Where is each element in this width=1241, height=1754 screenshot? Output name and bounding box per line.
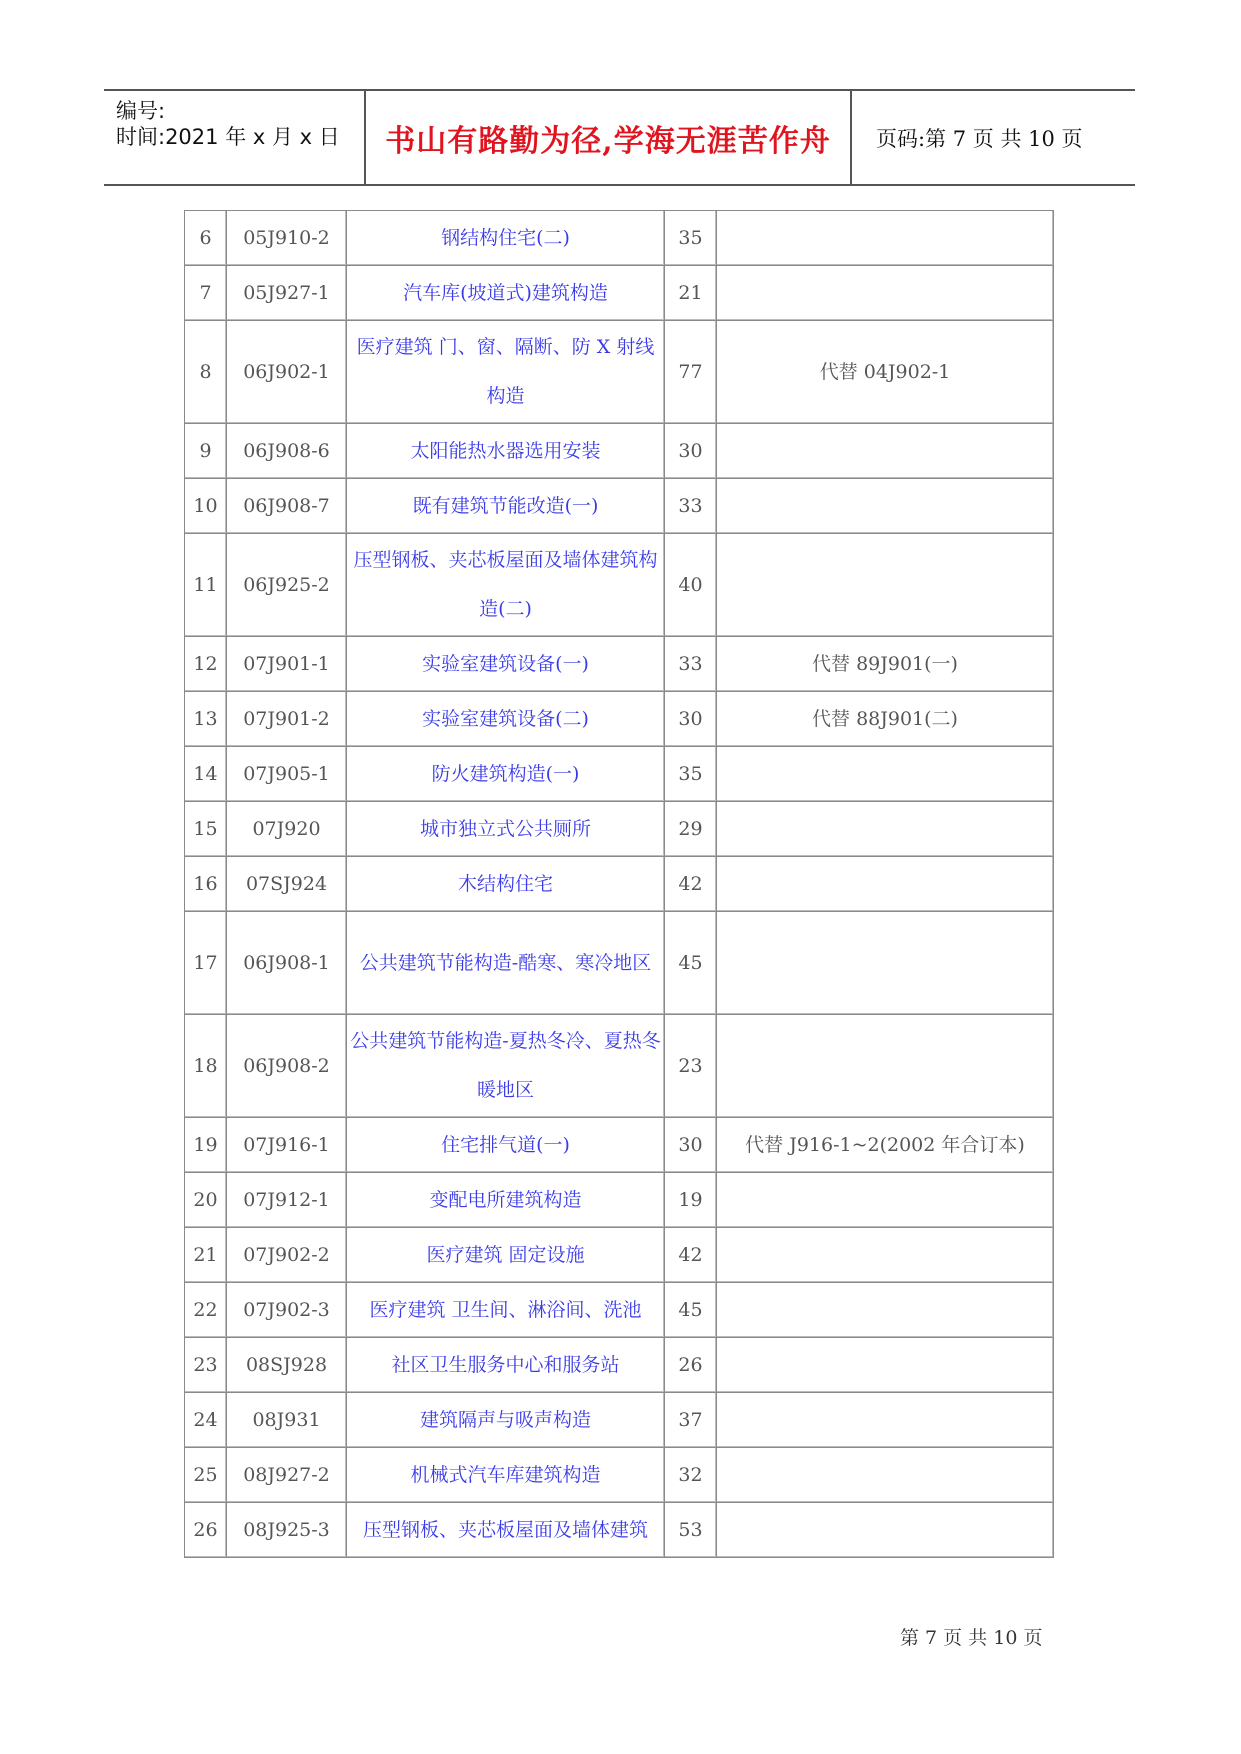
table-row [185, 857, 1054, 912]
atlas-table-body [185, 211, 1054, 1558]
row-number-cell: 17 [185, 912, 227, 1015]
page-count-cell: 42 [665, 857, 717, 912]
page-count-cell: 19 [665, 1173, 717, 1228]
table-row [185, 747, 1054, 802]
table-row [185, 1118, 1054, 1173]
table-row [185, 266, 1054, 321]
page-count-cell: 29 [665, 802, 717, 857]
header-meta [104, 91, 364, 184]
header-page-label: 页码:第 7 页 共 10 页 [876, 126, 1083, 151]
atlas-code-cell: 07J920 [227, 802, 347, 857]
atlas-code-cell: 08J927-2 [227, 1448, 347, 1503]
note-cell [717, 1015, 1054, 1118]
row-number-cell: 9 [185, 424, 227, 479]
note-cell [717, 1503, 1054, 1558]
atlas-title-cell: 木结构住宅 [347, 857, 665, 912]
atlas-title-cell: 医疗建筑 卫生间、淋浴间、洗池 [347, 1283, 665, 1338]
atlas-title-cell: 防火建筑构造(一) [347, 747, 665, 802]
atlas-code-cell: 06J925-2 [227, 534, 347, 637]
note-cell [717, 266, 1054, 321]
page-count-cell: 35 [665, 747, 717, 802]
page-count-cell: 77 [665, 321, 717, 424]
note-cell [717, 1173, 1054, 1228]
row-number-cell: 8 [185, 321, 227, 424]
page-count-cell: 33 [665, 479, 717, 534]
table-row [185, 1393, 1054, 1448]
atlas-title-cell: 既有建筑节能改造(一) [347, 479, 665, 534]
row-number-cell: 6 [185, 211, 227, 266]
atlas-title-cell: 医疗建筑 固定设施 [347, 1228, 665, 1283]
atlas-code-cell: 06J908-2 [227, 1015, 347, 1118]
atlas-code-cell: 06J902-1 [227, 321, 347, 424]
table-row [185, 479, 1054, 534]
atlas-title-cell: 钢结构住宅(二) [347, 211, 665, 266]
row-number-cell: 15 [185, 802, 227, 857]
note-cell: 代替 04J902-1 [717, 321, 1054, 424]
atlas-title-cell: 住宅排气道(一) [347, 1118, 665, 1173]
page-count-cell: 33 [665, 637, 717, 692]
note-cell [717, 1393, 1054, 1448]
atlas-title-cell: 医疗建筑 门、窗、隔断、防 X 射线构造 [347, 321, 665, 424]
row-number-cell: 10 [185, 479, 227, 534]
page-count-cell: 23 [665, 1015, 717, 1118]
atlas-code-cell: 06J908-1 [227, 912, 347, 1015]
page-count-cell: 26 [665, 1338, 717, 1393]
row-number-cell: 18 [185, 1015, 227, 1118]
row-number-cell: 24 [185, 1393, 227, 1448]
table-row [185, 321, 1054, 424]
row-number-cell: 11 [185, 534, 227, 637]
note-cell [717, 747, 1054, 802]
page-count-cell: 21 [665, 266, 717, 321]
note-cell [717, 534, 1054, 637]
atlas-title-cell: 城市独立式公共厕所 [347, 802, 665, 857]
atlas-title-cell: 实验室建筑设备(二) [347, 692, 665, 747]
header-divider [850, 91, 852, 184]
row-number-cell: 19 [185, 1118, 227, 1173]
atlas-code-cell: 05J927-1 [227, 266, 347, 321]
atlas-title-cell: 社区卫生服务中心和服务站 [347, 1338, 665, 1393]
row-number-cell: 26 [185, 1503, 227, 1558]
note-cell: 代替 89J901(一) [717, 637, 1054, 692]
atlas-table [184, 210, 1054, 1558]
row-number-cell: 12 [185, 637, 227, 692]
atlas-title-cell: 建筑隔声与吸声构造 [347, 1393, 665, 1448]
atlas-title-cell: 压型钢板、夹芯板屋面及墙体建筑 [347, 1503, 665, 1558]
table-row [185, 1338, 1054, 1393]
table-row [185, 1283, 1054, 1338]
atlas-title-cell: 机械式汽车库建筑构造 [347, 1448, 665, 1503]
note-cell: 代替 J916-1~2(2002 年合订本) [717, 1118, 1054, 1173]
atlas-title-cell: 汽车库(坡道式)建筑构造 [347, 266, 665, 321]
row-number-cell: 22 [185, 1283, 227, 1338]
table-row [185, 912, 1054, 1015]
page-count-cell: 53 [665, 1503, 717, 1558]
page-footer: 第 7 页 共 10 页 [900, 1627, 1043, 1649]
table-row [185, 424, 1054, 479]
atlas-title-cell: 变配电所建筑构造 [347, 1173, 665, 1228]
page-count-cell: 45 [665, 912, 717, 1015]
row-number-cell: 7 [185, 266, 227, 321]
table-row [185, 1015, 1054, 1118]
table-row [185, 692, 1054, 747]
note-cell [717, 802, 1054, 857]
table-row [185, 1448, 1054, 1503]
page-count-cell: 40 [665, 534, 717, 637]
page-count-cell: 37 [665, 1393, 717, 1448]
table-row [185, 1228, 1054, 1283]
time-label: 时间:2021 年 x 月 x 日 [116, 125, 340, 149]
note-cell [717, 857, 1054, 912]
table-row [185, 1173, 1054, 1228]
note-cell [717, 1283, 1054, 1338]
page-count-cell: 30 [665, 692, 717, 747]
atlas-code-cell: 07J912-1 [227, 1173, 347, 1228]
atlas-code-cell: 07J901-1 [227, 637, 347, 692]
atlas-code-cell: 05J910-2 [227, 211, 347, 266]
note-cell [717, 912, 1054, 1015]
table-row [185, 1503, 1054, 1558]
table-row [185, 637, 1054, 692]
atlas-code-cell: 08J925-3 [227, 1503, 347, 1558]
table-row [185, 534, 1054, 637]
page-count-cell: 30 [665, 1118, 717, 1173]
row-number-cell: 21 [185, 1228, 227, 1283]
atlas-title-cell: 太阳能热水器选用安装 [347, 424, 665, 479]
atlas-title-cell: 实验室建筑设备(一) [347, 637, 665, 692]
note-cell [717, 1338, 1054, 1393]
atlas-code-cell: 07J902-3 [227, 1283, 347, 1338]
page-count-cell: 32 [665, 1448, 717, 1503]
note-cell [717, 424, 1054, 479]
page-count-cell: 42 [665, 1228, 717, 1283]
atlas-code-cell: 07J916-1 [227, 1118, 347, 1173]
atlas-title-cell: 压型钢板、夹芯板屋面及墙体建筑构造(二) [347, 534, 665, 637]
row-number-cell: 23 [185, 1338, 227, 1393]
table-row [185, 802, 1054, 857]
atlas-code-cell: 06J908-6 [227, 424, 347, 479]
row-number-cell: 16 [185, 857, 227, 912]
row-number-cell: 13 [185, 692, 227, 747]
atlas-code-cell: 07SJ924 [227, 857, 347, 912]
note-cell [717, 1448, 1054, 1503]
header-motto: 书山有路勤为径,学海无涯苦作舟 [385, 123, 831, 159]
page-count-cell: 35 [665, 211, 717, 266]
atlas-title-cell: 公共建筑节能构造-夏热冬冷、夏热冬暖地区 [347, 1015, 665, 1118]
table-row [185, 211, 1054, 266]
note-cell [717, 211, 1054, 266]
atlas-title-cell: 公共建筑节能构造-酷寒、寒冷地区 [347, 912, 665, 1015]
number-label: 编号: [116, 99, 166, 123]
document-header [104, 89, 1135, 186]
atlas-code-cell: 08SJ928 [227, 1338, 347, 1393]
atlas-code-cell: 07J901-2 [227, 692, 347, 747]
row-number-cell: 14 [185, 747, 227, 802]
note-cell [717, 479, 1054, 534]
atlas-code-cell: 06J908-7 [227, 479, 347, 534]
note-cell: 代替 88J901(二) [717, 692, 1054, 747]
note-cell [717, 1228, 1054, 1283]
atlas-code-cell: 08J931 [227, 1393, 347, 1448]
row-number-cell: 20 [185, 1173, 227, 1228]
row-number-cell: 25 [185, 1448, 227, 1503]
atlas-code-cell: 07J905-1 [227, 747, 347, 802]
page-count-cell: 45 [665, 1283, 717, 1338]
atlas-code-cell: 07J902-2 [227, 1228, 347, 1283]
page-count-cell: 30 [665, 424, 717, 479]
